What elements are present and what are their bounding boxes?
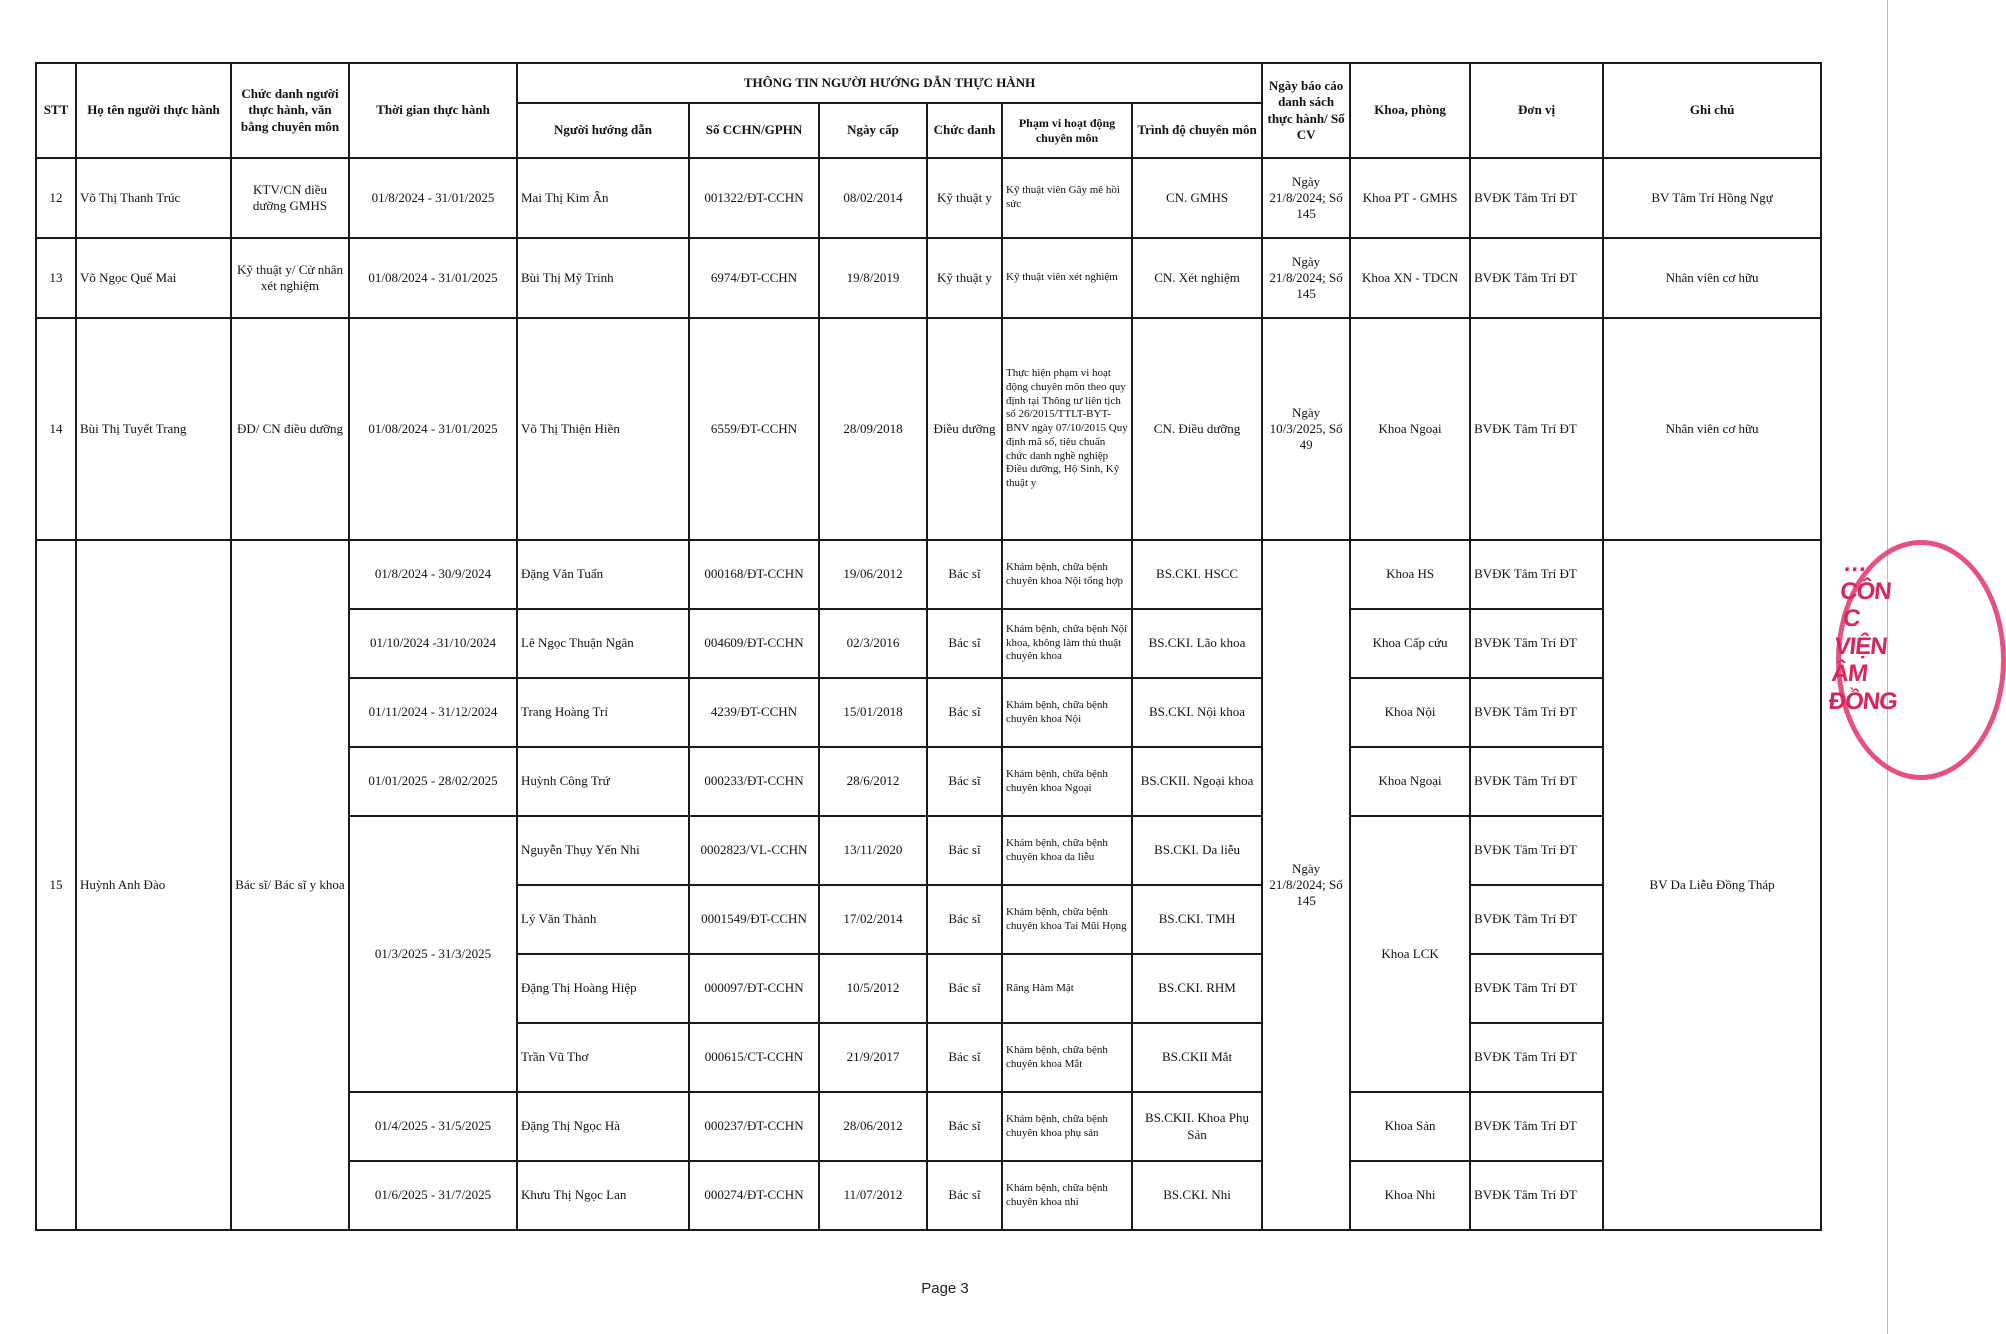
cell-position: Bác sĩ [927, 609, 1002, 678]
cell-dept: Khoa Cấp cứu [1350, 609, 1470, 678]
cell-stt: 13 [36, 238, 76, 318]
cell-dept: Khoa LCK [1350, 816, 1470, 1092]
cell-mentor: Võ Thị Thiện Hiền [517, 318, 689, 540]
cell-unit: BVĐK Tâm Trí ĐT [1470, 540, 1603, 609]
cell-scope: Khám bệnh, chữa bệnh chuyên khoa Ngoại [1002, 747, 1132, 816]
cell-qualification: CN. GMHS [1132, 158, 1262, 238]
cell-qualification: CN. Xét nghiệm [1132, 238, 1262, 318]
cell-unit: BVĐK Tâm Trí ĐT [1470, 1092, 1603, 1161]
cell-report: Ngày 21/8/2024; Số 145 [1262, 540, 1350, 1230]
cell-unit: BVĐK Tâm Trí ĐT [1470, 885, 1603, 954]
cell-issue-date: 19/06/2012 [819, 540, 927, 609]
header-scope: Phạm vi hoạt động chuyên môn [1002, 103, 1132, 158]
cell-qualification: CN. Điều dưỡng [1132, 318, 1262, 540]
cell-dept: Khoa Sản [1350, 1092, 1470, 1161]
cell-mentor: Trần Vũ Thơ [517, 1023, 689, 1092]
cell-cert-no: 000233/ĐT-CCHN [689, 747, 819, 816]
cell-qualification: BS.CKI. Lão khoa [1132, 609, 1262, 678]
cell-position: Kỹ thuật y [927, 238, 1002, 318]
cell-cert-no: 4239/ĐT-CCHN [689, 678, 819, 747]
cell-mentor: Nguyễn Thụy Yến Nhi [517, 816, 689, 885]
cell-mentor: Lê Ngọc Thuận Ngân [517, 609, 689, 678]
cell-cert-no: 000274/ĐT-CCHN [689, 1161, 819, 1230]
header-dept: Khoa, phòng [1350, 63, 1470, 158]
cell-period: 01/08/2024 - 31/01/2025 [349, 238, 517, 318]
cell-name: Võ Ngọc Quế Mai [76, 238, 231, 318]
cell-mentor: Trang Hoàng Trí [517, 678, 689, 747]
cell-dept: Khoa PT - GMHS [1350, 158, 1470, 238]
cell-stt: 12 [36, 158, 76, 238]
header-title: Chức danh người thực hành, văn bằng chuyên môn [231, 63, 349, 158]
header-row-1 [36, 63, 1821, 103]
cell-name: Võ Thị Thanh Trúc [76, 158, 231, 238]
cell-period: 01/10/2024 -31/10/2024 [349, 609, 517, 678]
cell-period: 01/08/2024 - 31/01/2025 [349, 318, 517, 540]
header-mentor-group: THÔNG TIN NGƯỜI HƯỚNG DẪN THỰC HÀNH [517, 63, 1262, 103]
cell-dept: Khoa Nội [1350, 678, 1470, 747]
header-note: Ghi chú [1603, 63, 1821, 158]
cell-issue-date: 11/07/2012 [819, 1161, 927, 1230]
cell-issue-date: 02/3/2016 [819, 609, 927, 678]
red-seal-stamp [1827, 540, 1899, 770]
cell-dept: Khoa HS [1350, 540, 1470, 609]
cell-scope: Kỹ thuật viên Gây mê hồi sức [1002, 158, 1132, 238]
table-row [36, 158, 1821, 238]
cell-note: BV Tâm Trí Hồng Ngự [1603, 158, 1821, 238]
cell-period: 01/4/2025 - 31/5/2025 [349, 1092, 517, 1161]
cell-issue-date: 15/01/2018 [819, 678, 927, 747]
cell-title: ĐD/ CN điều dưỡng [231, 318, 349, 540]
header-mentor: Người hướng dẫn [517, 103, 689, 158]
cell-position: Bác sĩ [927, 816, 1002, 885]
cell-qualification: BS.CKII Mắt [1132, 1023, 1262, 1092]
cell-unit: BVĐK Tâm Trí ĐT [1470, 816, 1603, 885]
cell-unit: BVĐK Tâm Trí ĐT [1470, 318, 1603, 540]
cell-period: 01/6/2025 - 31/7/2025 [349, 1161, 517, 1230]
cell-cert-no: 000615/CT-CCHN [689, 1023, 819, 1092]
cell-unit: BVĐK Tâm Trí ĐT [1470, 678, 1603, 747]
cell-position: Kỹ thuật y [927, 158, 1002, 238]
cell-issue-date: 08/02/2014 [819, 158, 927, 238]
cell-scope: Khám bệnh, chữa bệnh chuyên khoa nhi [1002, 1161, 1132, 1230]
cell-unit: BVĐK Tâm Trí ĐT [1470, 954, 1603, 1023]
cell-title: Kỹ thuật y/ Cử nhân xét nghiệm [231, 238, 349, 318]
cell-unit: BVĐK Tâm Trí ĐT [1470, 609, 1603, 678]
cell-scope: Răng Hàm Mặt [1002, 954, 1132, 1023]
cell-cert-no: 6559/ĐT-CCHN [689, 318, 819, 540]
cell-issue-date: 17/02/2014 [819, 885, 927, 954]
header-stt: STT [36, 63, 76, 158]
cell-issue-date: 28/6/2012 [819, 747, 927, 816]
cell-cert-no: 0002823/VL-CCHN [689, 816, 819, 885]
cell-title: KTV/CN điều dưỡng GMHS [231, 158, 349, 238]
cell-name: Huỳnh Anh Đào [76, 540, 231, 1230]
cell-position: Bác sĩ [927, 540, 1002, 609]
cell-position: Bác sĩ [927, 1023, 1002, 1092]
cell-note: BV Da Liễu Đồng Tháp [1603, 540, 1821, 1230]
cell-period: 01/11/2024 - 31/12/2024 [349, 678, 517, 747]
cell-mentor: Huỳnh Công Trứ [517, 747, 689, 816]
cell-qualification: BS.CKI. Nhi [1132, 1161, 1262, 1230]
page-number: Page 3 [921, 1280, 969, 1297]
cell-position: Bác sĩ [927, 747, 1002, 816]
cell-dept: Khoa Nhi [1350, 1161, 1470, 1230]
cell-position: Điều dưỡng [927, 318, 1002, 540]
cell-dept: Khoa Ngoại [1350, 747, 1470, 816]
cell-issue-date: 21/9/2017 [819, 1023, 927, 1092]
cell-scope: Khám bệnh, chữa bệnh chuyên khoa Tai Mũi Họng [1002, 885, 1132, 954]
cell-position: Bác sĩ [927, 954, 1002, 1023]
cell-scope: Khám bệnh, chữa bệnh chuyên khoa Nội tổng hợp [1002, 540, 1132, 609]
cell-report: Ngày 10/3/2025, Số 49 [1262, 318, 1350, 540]
cell-period: 01/3/2025 - 31/3/2025 [349, 816, 517, 1092]
table-row [36, 238, 1821, 318]
cell-report: Ngày 21/8/2024; Số 145 [1262, 158, 1350, 238]
table-row [36, 318, 1821, 540]
cell-position: Bác sĩ [927, 678, 1002, 747]
cell-scope: Khám bệnh, chữa bệnh chuyên khoa phụ sản [1002, 1092, 1132, 1161]
cell-unit: BVĐK Tâm Trí ĐT [1470, 1023, 1603, 1092]
cell-name: Bùi Thị Tuyết Trang [76, 318, 231, 540]
cell-unit: BVĐK Tâm Trí ĐT [1470, 747, 1603, 816]
cell-unit: BVĐK Tâm Trí ĐT [1470, 238, 1603, 318]
header-unit: Đơn vị [1470, 63, 1603, 158]
cell-scope: Khám bệnh, chữa bệnh Nội khoa, không làm thủ thuật chuyên khoa [1002, 609, 1132, 678]
cell-unit: BVĐK Tâm Trí ĐT [1470, 1161, 1603, 1230]
cell-scope: Khám bệnh, chữa bệnh chuyên khoa Nội [1002, 678, 1132, 747]
cell-cert-no: 001322/ĐT-CCHN [689, 158, 819, 238]
cell-qualification: BS.CKI. Nội khoa [1132, 678, 1262, 747]
cell-mentor: Đặng Thị Ngọc Hà [517, 1092, 689, 1161]
header-position: Chức danh [927, 103, 1002, 158]
header-period: Thời gian thực hành [349, 63, 517, 158]
cell-issue-date: 28/06/2012 [819, 1092, 927, 1161]
cell-position: Bác sĩ [927, 1092, 1002, 1161]
cell-period: 01/8/2024 - 30/9/2024 [349, 540, 517, 609]
cell-mentor: Đặng Văn Tuấn [517, 540, 689, 609]
cell-scope: Khám bệnh, chữa bệnh chuyên khoa Mắt [1002, 1023, 1132, 1092]
seal-text: … CÔN C VIỆN ÂM ĐỒNG [1827, 550, 1899, 715]
header-report: Ngày báo cáo danh sách thực hành/ Số CV [1262, 63, 1350, 158]
cell-qualification: BS.CKI. TMH [1132, 885, 1262, 954]
practice-table [35, 62, 1822, 1231]
cell-note: Nhân viên cơ hữu [1603, 238, 1821, 318]
cell-issue-date: 19/8/2019 [819, 238, 927, 318]
cell-unit: BVĐK Tâm Trí ĐT [1470, 158, 1603, 238]
header-cert-no: Số CCHN/GPHN [689, 103, 819, 158]
header-issue-date: Ngày cấp [819, 103, 927, 158]
cell-qualification: BS.CKI. HSCC [1132, 540, 1262, 609]
table-row [36, 540, 1821, 609]
cell-cert-no: 6974/ĐT-CCHN [689, 238, 819, 318]
cell-period: 01/8/2024 - 31/01/2025 [349, 158, 517, 238]
cell-scope: Khám bệnh, chữa bệnh chuyên khoa da liễu [1002, 816, 1132, 885]
cell-dept: Khoa Ngoại [1350, 318, 1470, 540]
cell-mentor: Mai Thị Kim Ân [517, 158, 689, 238]
cell-cert-no: 000237/ĐT-CCHN [689, 1092, 819, 1161]
cell-report: Ngày 21/8/2024; Số 145 [1262, 238, 1350, 318]
header-qualification: Trình độ chuyên môn [1132, 103, 1262, 158]
cell-cert-no: 0001549/ĐT-CCHN [689, 885, 819, 954]
cell-mentor: Khưu Thị Ngọc Lan [517, 1161, 689, 1230]
cell-period: 01/01/2025 - 28/02/2025 [349, 747, 517, 816]
cell-mentor: Lý Văn Thành [517, 885, 689, 954]
cell-position: Bác sĩ [927, 885, 1002, 954]
cell-scope: Thực hiện phạm vi hoạt động chuyên môn theo quy định tại Thông tư liên tịch số 26/2015/TTLT-BYT-BNV ngày 07/10/2015 Quy định mã số, tiêu chuẩn chức danh nghề nghiệp Điều dưỡng, Hộ Sinh, Kỹ thuật y [1002, 318, 1132, 540]
cell-stt: 14 [36, 318, 76, 540]
cell-mentor: Bùi Thị Mỹ Trinh [517, 238, 689, 318]
cell-qualification: BS.CKII. Ngoại khoa [1132, 747, 1262, 816]
cell-qualification: BS.CKI. Da liễu [1132, 816, 1262, 885]
cell-note: Nhân viên cơ hữu [1603, 318, 1821, 540]
cell-issue-date: 28/09/2018 [819, 318, 927, 540]
cell-cert-no: 000168/ĐT-CCHN [689, 540, 819, 609]
cell-scope: Kỹ thuật viên xét nghiệm [1002, 238, 1132, 318]
cell-issue-date: 10/5/2012 [819, 954, 927, 1023]
cell-title: Bác sĩ/ Bác sĩ y khoa [231, 540, 349, 1230]
cell-qualification: BS.CKII. Khoa Phụ Sản [1132, 1092, 1262, 1161]
header-name: Họ tên người thực hành [76, 63, 231, 158]
cell-mentor: Đặng Thị Hoàng Hiệp [517, 954, 689, 1023]
cell-qualification: BS.CKI. RHM [1132, 954, 1262, 1023]
cell-cert-no: 000097/ĐT-CCHN [689, 954, 819, 1023]
cell-stt: 15 [36, 540, 76, 1230]
cell-dept: Khoa XN - TDCN [1350, 238, 1470, 318]
cell-issue-date: 13/11/2020 [819, 816, 927, 885]
cell-position: Bác sĩ [927, 1161, 1002, 1230]
cell-cert-no: 004609/ĐT-CCHN [689, 609, 819, 678]
